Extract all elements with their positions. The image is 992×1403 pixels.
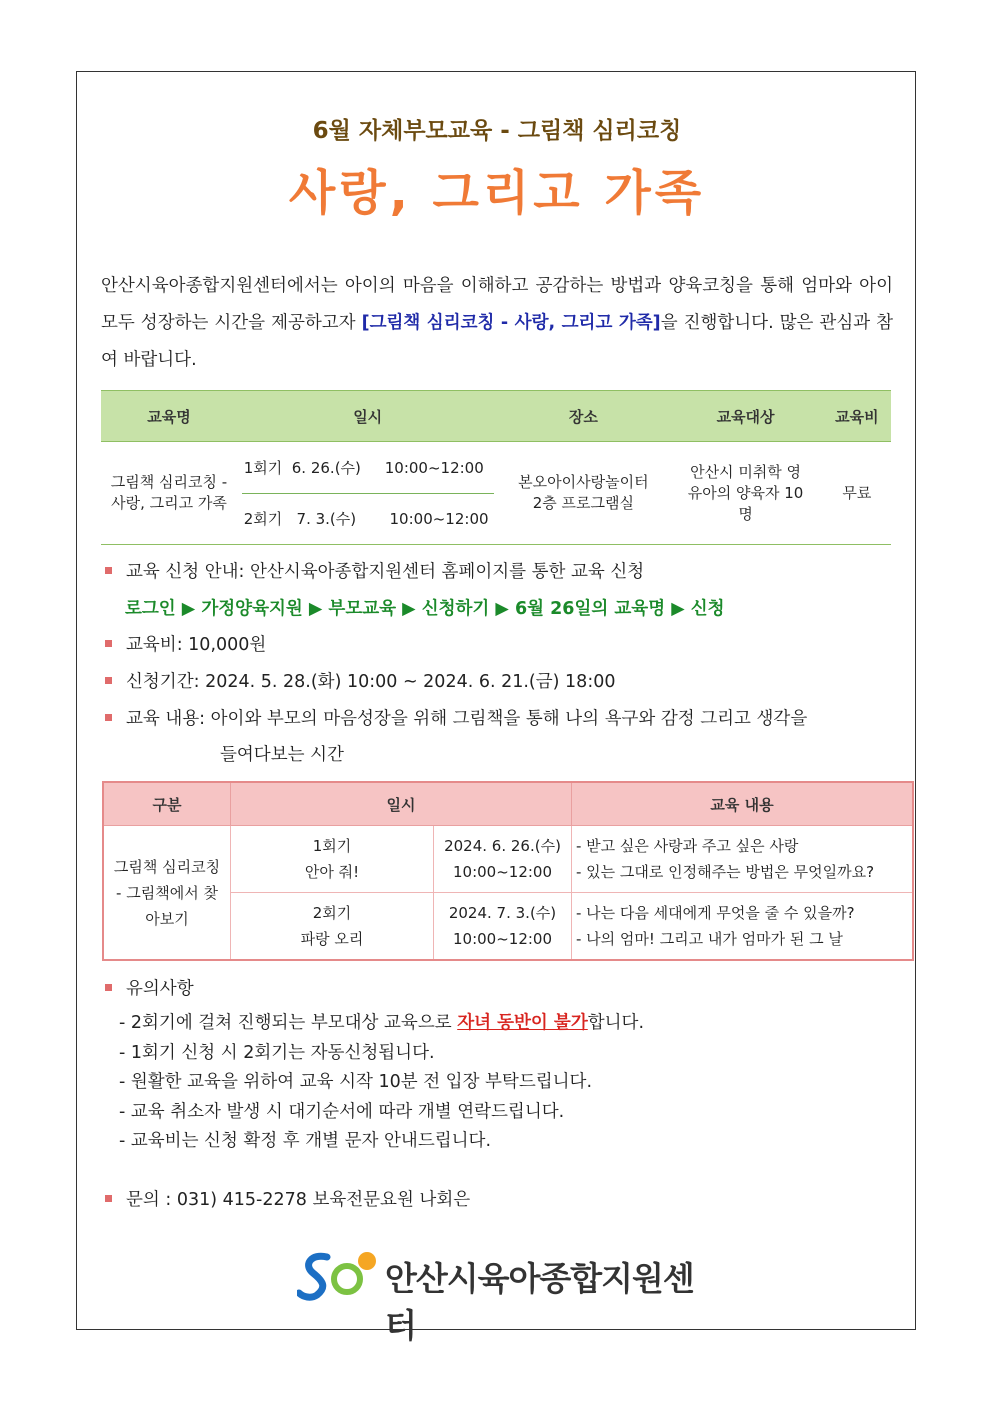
detail-date-2: 2024. 7. 3.(수) 10:00~12:00 (434, 893, 572, 961)
intro-highlight: [그림책 심리코칭 - 사랑, 그리고 가족] (361, 313, 661, 333)
detail-date-1: 2024. 6. 26.(수) 10:00~12:00 (434, 826, 572, 893)
contact-info: 문의 : 031) 415-2278 보육전문요원 나회은 (105, 1186, 470, 1211)
center-logo (297, 1247, 707, 1345)
bullet-icon (105, 1195, 112, 1202)
detail-round-2: 2회기 파랑 오리 (231, 893, 434, 961)
subtitle: 6월 자체부모교육 - 그림책 심리코칭 (312, 118, 682, 144)
bullet-icon (105, 984, 112, 991)
summary-fee: 무료 (823, 442, 891, 545)
summary-header-datetime: 일시 (237, 391, 498, 442)
detail-header-content: 교육 내용 (572, 782, 914, 826)
note-2: - 1회기 신청 시 2회기는 자동신청됩니다. (119, 1042, 435, 1063)
notes-list (119, 1009, 644, 1157)
note-4: - 교육 취소자 발생 시 대기순서에 따라 개별 연락드립니다. (119, 1101, 565, 1122)
summary-header-target: 교육대상 (668, 391, 822, 442)
summary-program-name: 그림책 심리코칭 - 사랑, 그리고 가족 (101, 442, 237, 545)
notes-heading: 유의사항 (105, 975, 194, 1000)
detail-header-datetime: 일시 (231, 782, 572, 826)
page-title: 사랑, 그리고 가족 (288, 165, 706, 221)
summary-place: 본오아이사랑놀이터 2층 프로그램실 (498, 442, 668, 545)
summary-session-1: 1회기 6. 26.(수) 10:00~12:00 (243, 458, 484, 477)
session-divider (242, 493, 494, 494)
summary-header-name: 교육명 (101, 391, 237, 442)
note-1: - 2회기에 걸쳐 진행되는 부모대상 교육으로 자녀 동반이 불가합니다. (119, 1013, 645, 1033)
fee-info: 교육비: 10,000원 (105, 631, 266, 656)
bullet-icon (105, 640, 112, 647)
apply-path: 로그인 ▶ 가정양육지원 ▶ 부모교육 ▶ 신청하기 ▶ 6월 26일의 교육명 ▶ 신청 (125, 599, 725, 619)
summary-sessions (237, 442, 498, 545)
intro-text-after: 을 진행합니다. 많은 관심과 참여 바랍니다. (101, 313, 894, 370)
detail-header-category: 구분 (103, 782, 231, 826)
content-info: 교육 내용: 아이와 부모의 마음성장을 위해 그림책을 통해 나의 욕구와 감정 그리고 생각을 (105, 705, 807, 730)
document-frame (76, 71, 916, 1345)
summary-header-fee: 교육비 (823, 391, 891, 442)
note-5: - 교육비는 신청 확정 후 개별 문자 안내드립니다. (119, 1131, 492, 1151)
detail-round-1: 1회기 안아 줘! (231, 826, 434, 893)
content-info-line2: 들여다보는 시간 (220, 745, 344, 765)
detail-content-1: - 받고 싶은 사랑과 주고 싶은 사랑 - 있는 그대로 인정해주는 방법은 무엇일까요? (572, 826, 914, 893)
detail-content-2: - 나는 다음 세대에게 무엇을 줄 수 있을까? - 나의 엄마! 그리고 내가 엄마가 된 그 날 (572, 893, 914, 961)
bullet-icon (105, 567, 112, 574)
apply-info: 교육 신청 안내: 안산시육아종합지원센터 홈페이지를 통한 교육 신청 (105, 558, 644, 583)
logo-mark-icon (297, 1247, 381, 1303)
period-info: 신청기간: 2024. 5. 28.(화) 10:00 ~ 2024. 6. 21.(금) 18:00 (105, 668, 615, 693)
intro-paragraph (101, 268, 893, 379)
note-3: - 원활한 교육을 위하여 교육 시작 10분 전 입장 부탁드립니다. (119, 1072, 593, 1092)
bullet-icon (105, 677, 112, 684)
summary-header-place: 장소 (498, 391, 668, 442)
summary-target: 안산시 미취학 영유아의 양육자 10명 (668, 442, 822, 545)
logo-text: 안산시육아종합지원센터 (385, 1259, 694, 1345)
no-children-warning: 자녀 동반이 불가 (457, 1013, 588, 1033)
summary-table (101, 390, 891, 545)
intro-text-before: 안산시육아종합지원센터에서는 아이의 마음을 이해하고 공감하는 방법과 양육코칭을 통해 엄마와 아이 모두 성장하는 시간을 제공하고자 (101, 276, 893, 333)
detail-table (102, 781, 914, 961)
bullet-icon (105, 714, 112, 721)
summary-session-2: 2회기 7. 3.(수) 10:00~12:00 (243, 509, 489, 528)
detail-category: 그림책 심리코칭 - 그림책에서 찾아보기 (103, 826, 231, 961)
